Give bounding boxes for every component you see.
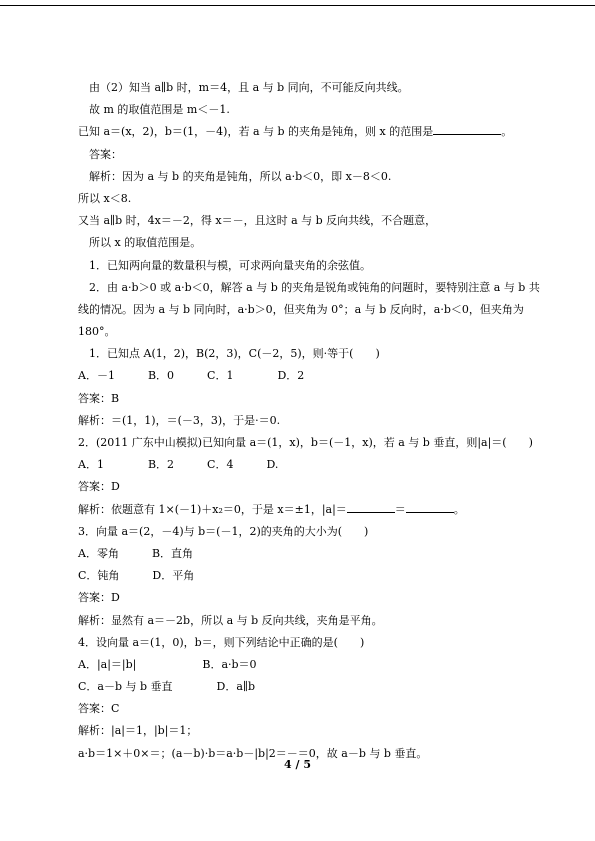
- question-line: 1．已知点 A(1，2)，B(2，3)，C(－2，5)，则·等于( ): [89, 347, 380, 361]
- text-line: 1．已知两向量的数量积与模，可求两向量夹角的余弦值。: [89, 258, 371, 272]
- answer-line: 答案：B: [78, 391, 120, 405]
- text-line: 又当 a∥b 时，4x＝－2，得 x＝－，且这时 a 与 b 反向共线，不合题意，: [78, 214, 437, 228]
- text-line: 所以 x＜8.: [78, 191, 132, 205]
- text-line: 所以 x 的取值范围是。: [89, 236, 202, 250]
- question-line: 2．(2011 广东中山模拟)已知向量 a＝(1，x)，b＝(－1，x)，若 a 与 b 垂直，则|a|＝( ): [78, 436, 533, 450]
- question-text: 已知 a＝(x，2)，b＝(1，－4)，若 a 与 b 的夹角是钝角，则 x 的范围是: [78, 125, 434, 139]
- options-line: C．a－b 与 b 垂直 D．a∥b: [78, 680, 256, 694]
- question-line: 4．设向量 a＝(1，0)，b＝，则下列结论中正确的是( ): [78, 635, 365, 649]
- text-line: 解析：因为 a 与 b 的夹角是钝角，所以 a·b＜0，即 x－8＜0.: [89, 169, 392, 183]
- options-line: A．1 B．2 C．4 D.: [78, 458, 279, 472]
- options-line: A．|a|＝|b| B．a·b＝0: [78, 657, 257, 671]
- solution-line: a·b＝1×＋0×＝；(a－b)·b＝a·b－|b|2＝－＝0，故 a－b 与 b 垂直。: [78, 746, 428, 760]
- answer-line: 答案：D: [78, 591, 120, 605]
- answer-line: 答案：C: [78, 702, 120, 716]
- question-line: [78, 121, 548, 143]
- note-text: 2．由 a·b＞0 或 a·b＜0，解答 a 与 b 的夹角是锐角或钝角的问题时，要特别注意 a 与 b 共线的情况。因为 a 与 b 同向时，a·b＞0，但夹角为 0°；a 与 b 反向时，a·b＜0，但夹角为 180°。: [78, 280, 540, 339]
- answer-blank: [406, 500, 454, 513]
- top-rule: [0, 5, 595, 6]
- text-line: 故 m 的取值范围是 m＜－1.: [89, 103, 230, 117]
- period: 。: [453, 502, 465, 516]
- answer-blank: [433, 122, 501, 135]
- answer-label: 答案：: [89, 147, 122, 161]
- page-content: [78, 77, 548, 765]
- solution-text: 解析：依题意有 1×(－1)＋x₂＝0，于是 x＝±1，|a|＝: [78, 502, 347, 516]
- options-line: C．钝角 D．平角: [78, 569, 195, 583]
- solution-line: [78, 499, 548, 521]
- period: 。: [501, 125, 513, 139]
- answer-blank: [347, 500, 395, 513]
- options-line: A．零角 B．直角: [78, 546, 194, 560]
- solution-line: 解析：|a|＝1，|b|＝1；: [78, 724, 198, 738]
- page-number: 4 / 5: [284, 758, 311, 771]
- answer-line: 答案：D: [78, 480, 120, 494]
- solution-line: 解析：＝(1，1)，＝(－3，3)，于是·＝0.: [78, 413, 281, 427]
- note-paragraph: [78, 277, 548, 344]
- solution-line: 解析：显然有 a＝－2b，所以 a 与 b 反向共线，夹角是平角。: [78, 613, 383, 627]
- question-line: 3．向量 a＝(2，－4)与 b＝(－1，2)的夹角的大小为( ): [78, 524, 369, 538]
- options-line: A．－1 B．0 C．1 D．2: [78, 369, 305, 383]
- equals-sign: ＝: [394, 502, 406, 516]
- text-line: 由（2）知当 a∥b 时，m＝4，且 a 与 b 同向，不可能反向共线。: [89, 81, 409, 94]
